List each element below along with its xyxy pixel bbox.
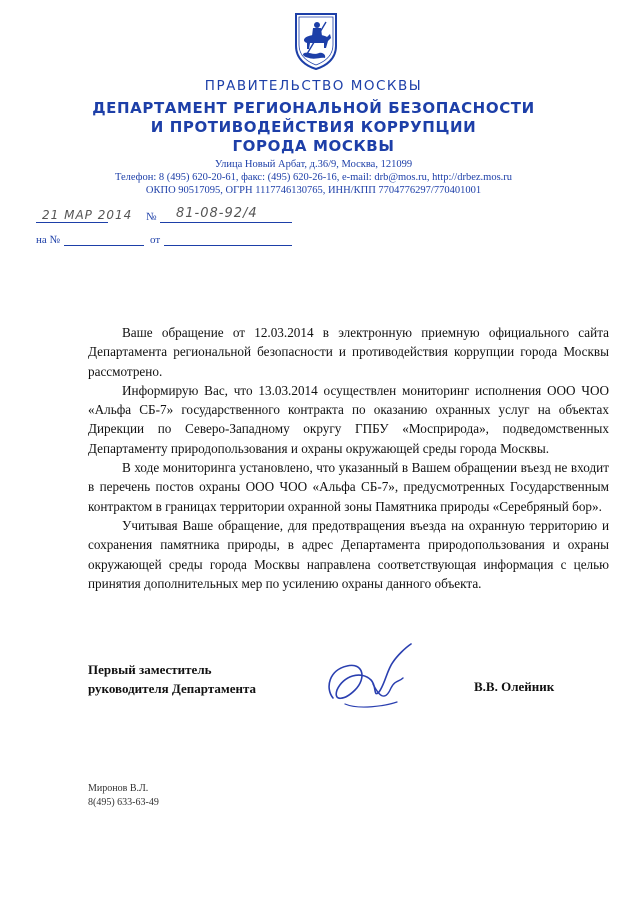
- department-address: Улица Новый Арбат, д.36/9, Москва, 121099: [214, 159, 413, 170]
- number-label: №: [146, 211, 157, 223]
- paragraph: В ходе мониторинга установлено, что указанный в Вашем обращении въезд не входит в перечень постов охраны ООО ЧОО «Альфа СБ-7», предусмотренных Государственным контрактом в границах территории охранной зоны Памятника природы «Серебряный бор».: [88, 460, 609, 514]
- executor-name: Миронов В.Л.: [88, 783, 149, 794]
- signer-title-line2: руководителя Департамента: [88, 681, 257, 696]
- department-name-line3: ГОРОДА МОСКВЫ: [232, 137, 395, 155]
- executor-info: [88, 782, 159, 810]
- from-label: от: [150, 234, 161, 246]
- moscow-coat-of-arms-icon: [293, 12, 339, 70]
- government-name: ПРАВИТЕЛЬСТВО МОСКВЫ: [204, 78, 423, 94]
- signer-title: [88, 660, 256, 698]
- number-line: [160, 222, 292, 223]
- signer-name: В.В. Олейник: [474, 679, 555, 694]
- paragraph: Информирую Вас, что 13.03.2014 осуществлен мониторинг исполнения ООО ЧОО «Альфа СБ-7» государственного контракта по оказанию охранных услуг на объектах Дирекции по Северо-Западному округу ГПБУ «Мосприрода», подведомственных Департаменту природопользования и охраны окружающей среды города Москвы.: [88, 382, 609, 456]
- date-line: [36, 222, 108, 223]
- paragraph: Ваше обращение от 12.03.2014 в электронную приемную официального сайта Департамента региональной безопасности и противодействия коррупции города Москвы рассмотрено.: [88, 325, 609, 379]
- reply-line: [64, 245, 144, 246]
- executor-phone: 8(495) 633-63-49: [88, 797, 159, 808]
- department-contacts: Телефон: 8 (495) 620-20-61, факс: (495) 620-26-16, e-mail: drb@mos.ru, http://drbez.mos.ru: [114, 172, 513, 183]
- handwritten-signature-icon: [315, 640, 425, 720]
- registration-number: 81-08-92/4: [176, 206, 258, 221]
- signer-title-line1: Первый заместитель: [88, 662, 212, 677]
- registration-date: 21 МАР 2014: [42, 208, 133, 222]
- from-line: [164, 245, 292, 246]
- reply-label: на №: [36, 234, 61, 246]
- department-ids: ОКПО 90517095, ОГРН 1117746130765, ИНН/КПП 7704776297/770401001: [145, 185, 482, 196]
- letter-body: [88, 323, 609, 593]
- department-name-line2: И ПРОТИВОДЕЙСТВИЯ КОРРУПЦИИ: [150, 118, 477, 136]
- department-name-line1: ДЕПАРТАМЕНТ РЕГИОНАЛЬНОЙ БЕЗОПАСНОСТИ: [92, 99, 535, 117]
- paragraph: Учитывая Ваше обращение, для предотвращения въезда на охранную территорию и сохранения памятника природы, в адрес Департамента природопользования и охраны окружающей среды города Москвы направлена соответствующая информация с целью принятия дополнительных мер по усилению охраны данного объекта.: [88, 517, 609, 591]
